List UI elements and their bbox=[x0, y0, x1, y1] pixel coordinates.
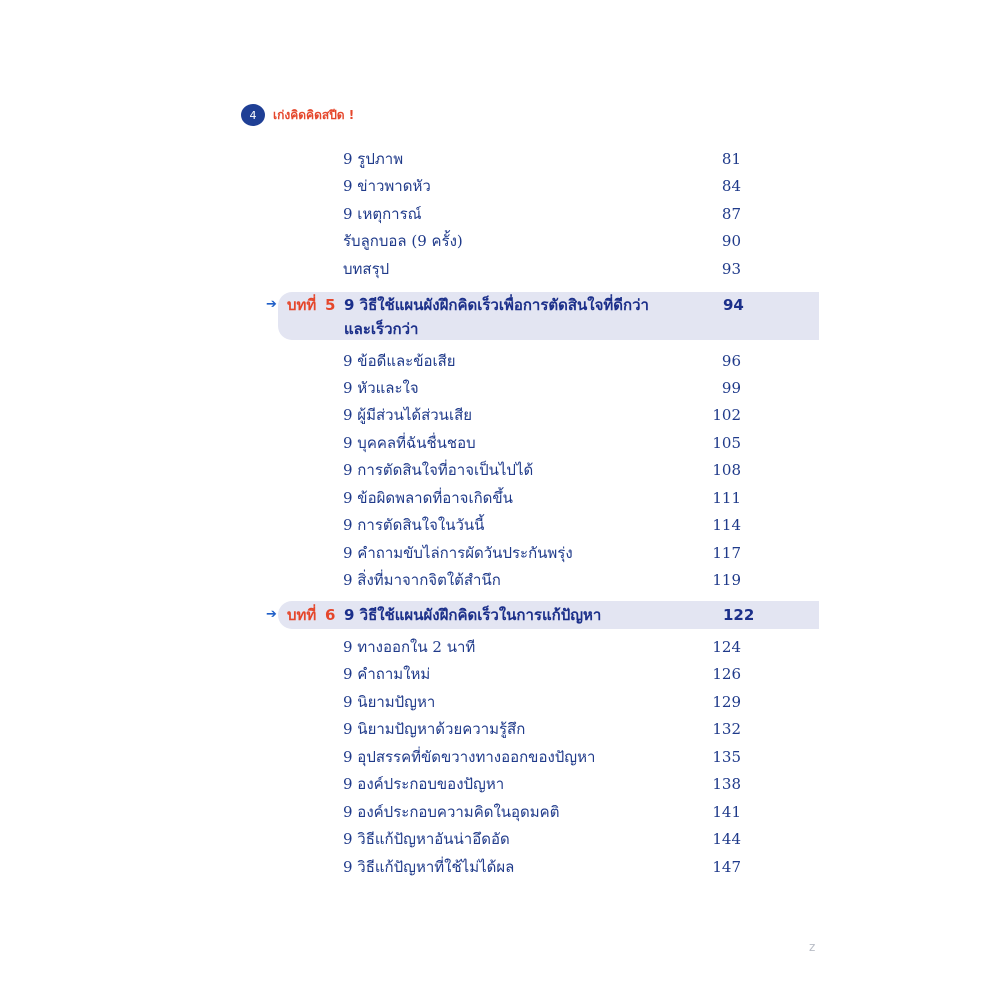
toc-entry[interactable] bbox=[343, 173, 743, 200]
toc-entry-title: 9 ข้อดีและข้อเสีย bbox=[343, 352, 456, 370]
toc-entry[interactable] bbox=[343, 402, 743, 429]
toc-entry[interactable] bbox=[343, 457, 743, 484]
toc-entry-page: 141 bbox=[712, 803, 741, 821]
chapter-number: 6 bbox=[325, 606, 336, 624]
toc-entry[interactable] bbox=[343, 771, 743, 798]
toc-entry-title: 9 วิธีแก้ปัญหาอันน่าอึดอัด bbox=[343, 830, 510, 848]
toc-entry[interactable] bbox=[343, 146, 743, 173]
toc-entry-page: 129 bbox=[712, 693, 741, 711]
toc-entry-title: 9 สิ่งที่มาจากจิตใต้สำนึก bbox=[343, 571, 501, 589]
toc-entry-title: 9 หัวและใจ bbox=[343, 379, 419, 397]
toc-entry-page: 135 bbox=[712, 748, 741, 766]
chapter-title: 9 วิธีใช้แผนผังฝึกคิดเร็วเพื่อการตัดสินใจที่ดีกว่าและเร็วกว่า bbox=[344, 296, 649, 338]
corner-mark: z bbox=[809, 940, 816, 954]
toc-entry-page: 81 bbox=[721, 150, 741, 168]
toc-entry-page: 111 bbox=[712, 489, 741, 507]
toc-entry-title: 9 ผู้มีส่วนได้ส่วนเสีย bbox=[343, 406, 473, 424]
toc-entry-title: 9 รูปภาพ bbox=[343, 150, 404, 168]
toc-entry[interactable] bbox=[343, 375, 743, 402]
toc-entry[interactable] bbox=[343, 228, 743, 255]
toc-entry[interactable] bbox=[343, 799, 743, 826]
toc-entry-page: 144 bbox=[712, 830, 741, 848]
chapter-label: บทที่ bbox=[287, 606, 317, 624]
toc-entry-page: 117 bbox=[712, 544, 741, 562]
toc-entry-page: 108 bbox=[712, 461, 741, 479]
toc-entry-title: 9 องค์ประกอบของปัญหา bbox=[343, 775, 505, 793]
toc-entry-page: 126 bbox=[712, 665, 741, 683]
toc-entry[interactable] bbox=[343, 689, 743, 716]
chapter-5-heading[interactable] bbox=[266, 292, 819, 340]
toc-entry-page: 84 bbox=[721, 177, 741, 195]
book-title: เก่งคิดคิดสปีด ! bbox=[273, 107, 355, 122]
toc-entry[interactable] bbox=[343, 201, 743, 228]
arrow-right-icon: ➔ bbox=[266, 607, 277, 622]
toc-entry-title: 9 วิธีแก้ปัญหาที่ใช้ไม่ได้ผล bbox=[343, 858, 515, 876]
toc-entry-title: 9 การตัดสินใจที่อาจเป็นไปได้ bbox=[343, 461, 534, 479]
toc-entry-title: 9 บุคคลที่ฉันชื่นชอบ bbox=[343, 434, 476, 452]
toc-entry[interactable] bbox=[343, 854, 743, 881]
toc-entry-title: รับลูกบอล (9 ครั้ง) bbox=[343, 232, 463, 250]
toc-entry-page: 132 bbox=[712, 720, 741, 738]
toc-entry-page: 124 bbox=[712, 638, 741, 656]
toc-entry-page: 93 bbox=[721, 260, 741, 278]
toc-entry-page: 105 bbox=[712, 434, 741, 452]
toc-entry[interactable] bbox=[343, 567, 743, 594]
toc-entry-title: 9 คำถามใหม่ bbox=[343, 665, 431, 683]
toc-entry-title: 9 ข้อผิดพลาดที่อาจเกิดขึ้น bbox=[343, 489, 513, 507]
chapter-number: 5 bbox=[325, 296, 336, 314]
toc-entry-page: 114 bbox=[712, 516, 741, 534]
toc-entry[interactable] bbox=[343, 430, 743, 457]
chapter-title: 9 วิธีใช้แผนผังฝึกคิดเร็วในการแก้ปัญหา bbox=[344, 606, 602, 624]
toc-entry-page: 138 bbox=[712, 775, 741, 793]
toc-entry-page: 96 bbox=[721, 352, 741, 370]
toc-entry-title: 9 ข่าวพาดหัว bbox=[343, 177, 431, 195]
toc-entry[interactable] bbox=[343, 348, 743, 375]
toc-entry-page: 90 bbox=[721, 232, 741, 250]
chapter-label: บทที่ bbox=[287, 296, 317, 314]
toc-entry[interactable] bbox=[343, 485, 743, 512]
toc-entry-page: 99 bbox=[721, 379, 741, 397]
toc-entry-title: 9 อุปสรรคที่ขัดขวางทางออกของปัญหา bbox=[343, 748, 596, 766]
toc-entry-title: 9 องค์ประกอบความคิดในอุดมคติ bbox=[343, 803, 560, 821]
toc-entry-page: 102 bbox=[712, 406, 741, 424]
toc-entry[interactable] bbox=[343, 716, 743, 743]
toc-entry-page: 147 bbox=[712, 858, 741, 876]
toc-entry-title: 9 นิยามปัญหาด้วยความรู้สึก bbox=[343, 720, 526, 738]
toc-entry[interactable] bbox=[343, 826, 743, 853]
page-number-badge: 4 bbox=[241, 104, 265, 126]
toc-entry-page: 87 bbox=[721, 205, 741, 223]
arrow-right-icon: ➔ bbox=[266, 297, 277, 312]
toc-entry[interactable] bbox=[343, 540, 743, 567]
toc-entry-title: 9 ทางออกใน 2 นาที bbox=[343, 638, 476, 656]
toc-entry[interactable] bbox=[343, 634, 743, 661]
toc-entry-title: บทสรุป bbox=[343, 260, 390, 278]
toc-entry[interactable] bbox=[343, 661, 743, 688]
toc-entry[interactable] bbox=[343, 512, 743, 539]
toc-entry-title: 9 เหตุการณ์ bbox=[343, 205, 422, 223]
toc-entry-title: 9 นิยามปัญหา bbox=[343, 693, 436, 711]
toc-entry-title: 9 การตัดสินใจในวันนี้ bbox=[343, 516, 485, 534]
toc-entry[interactable] bbox=[343, 744, 743, 771]
chapter-page: 122 bbox=[723, 606, 755, 624]
chapter-page: 94 bbox=[723, 296, 744, 314]
chapter-6-heading[interactable] bbox=[266, 601, 819, 629]
toc-entry[interactable] bbox=[343, 256, 743, 283]
toc-entry-page: 119 bbox=[712, 571, 741, 589]
toc-entry-title: 9 คำถามขับไล่การผัดวันประกันพรุ่ง bbox=[343, 544, 573, 562]
